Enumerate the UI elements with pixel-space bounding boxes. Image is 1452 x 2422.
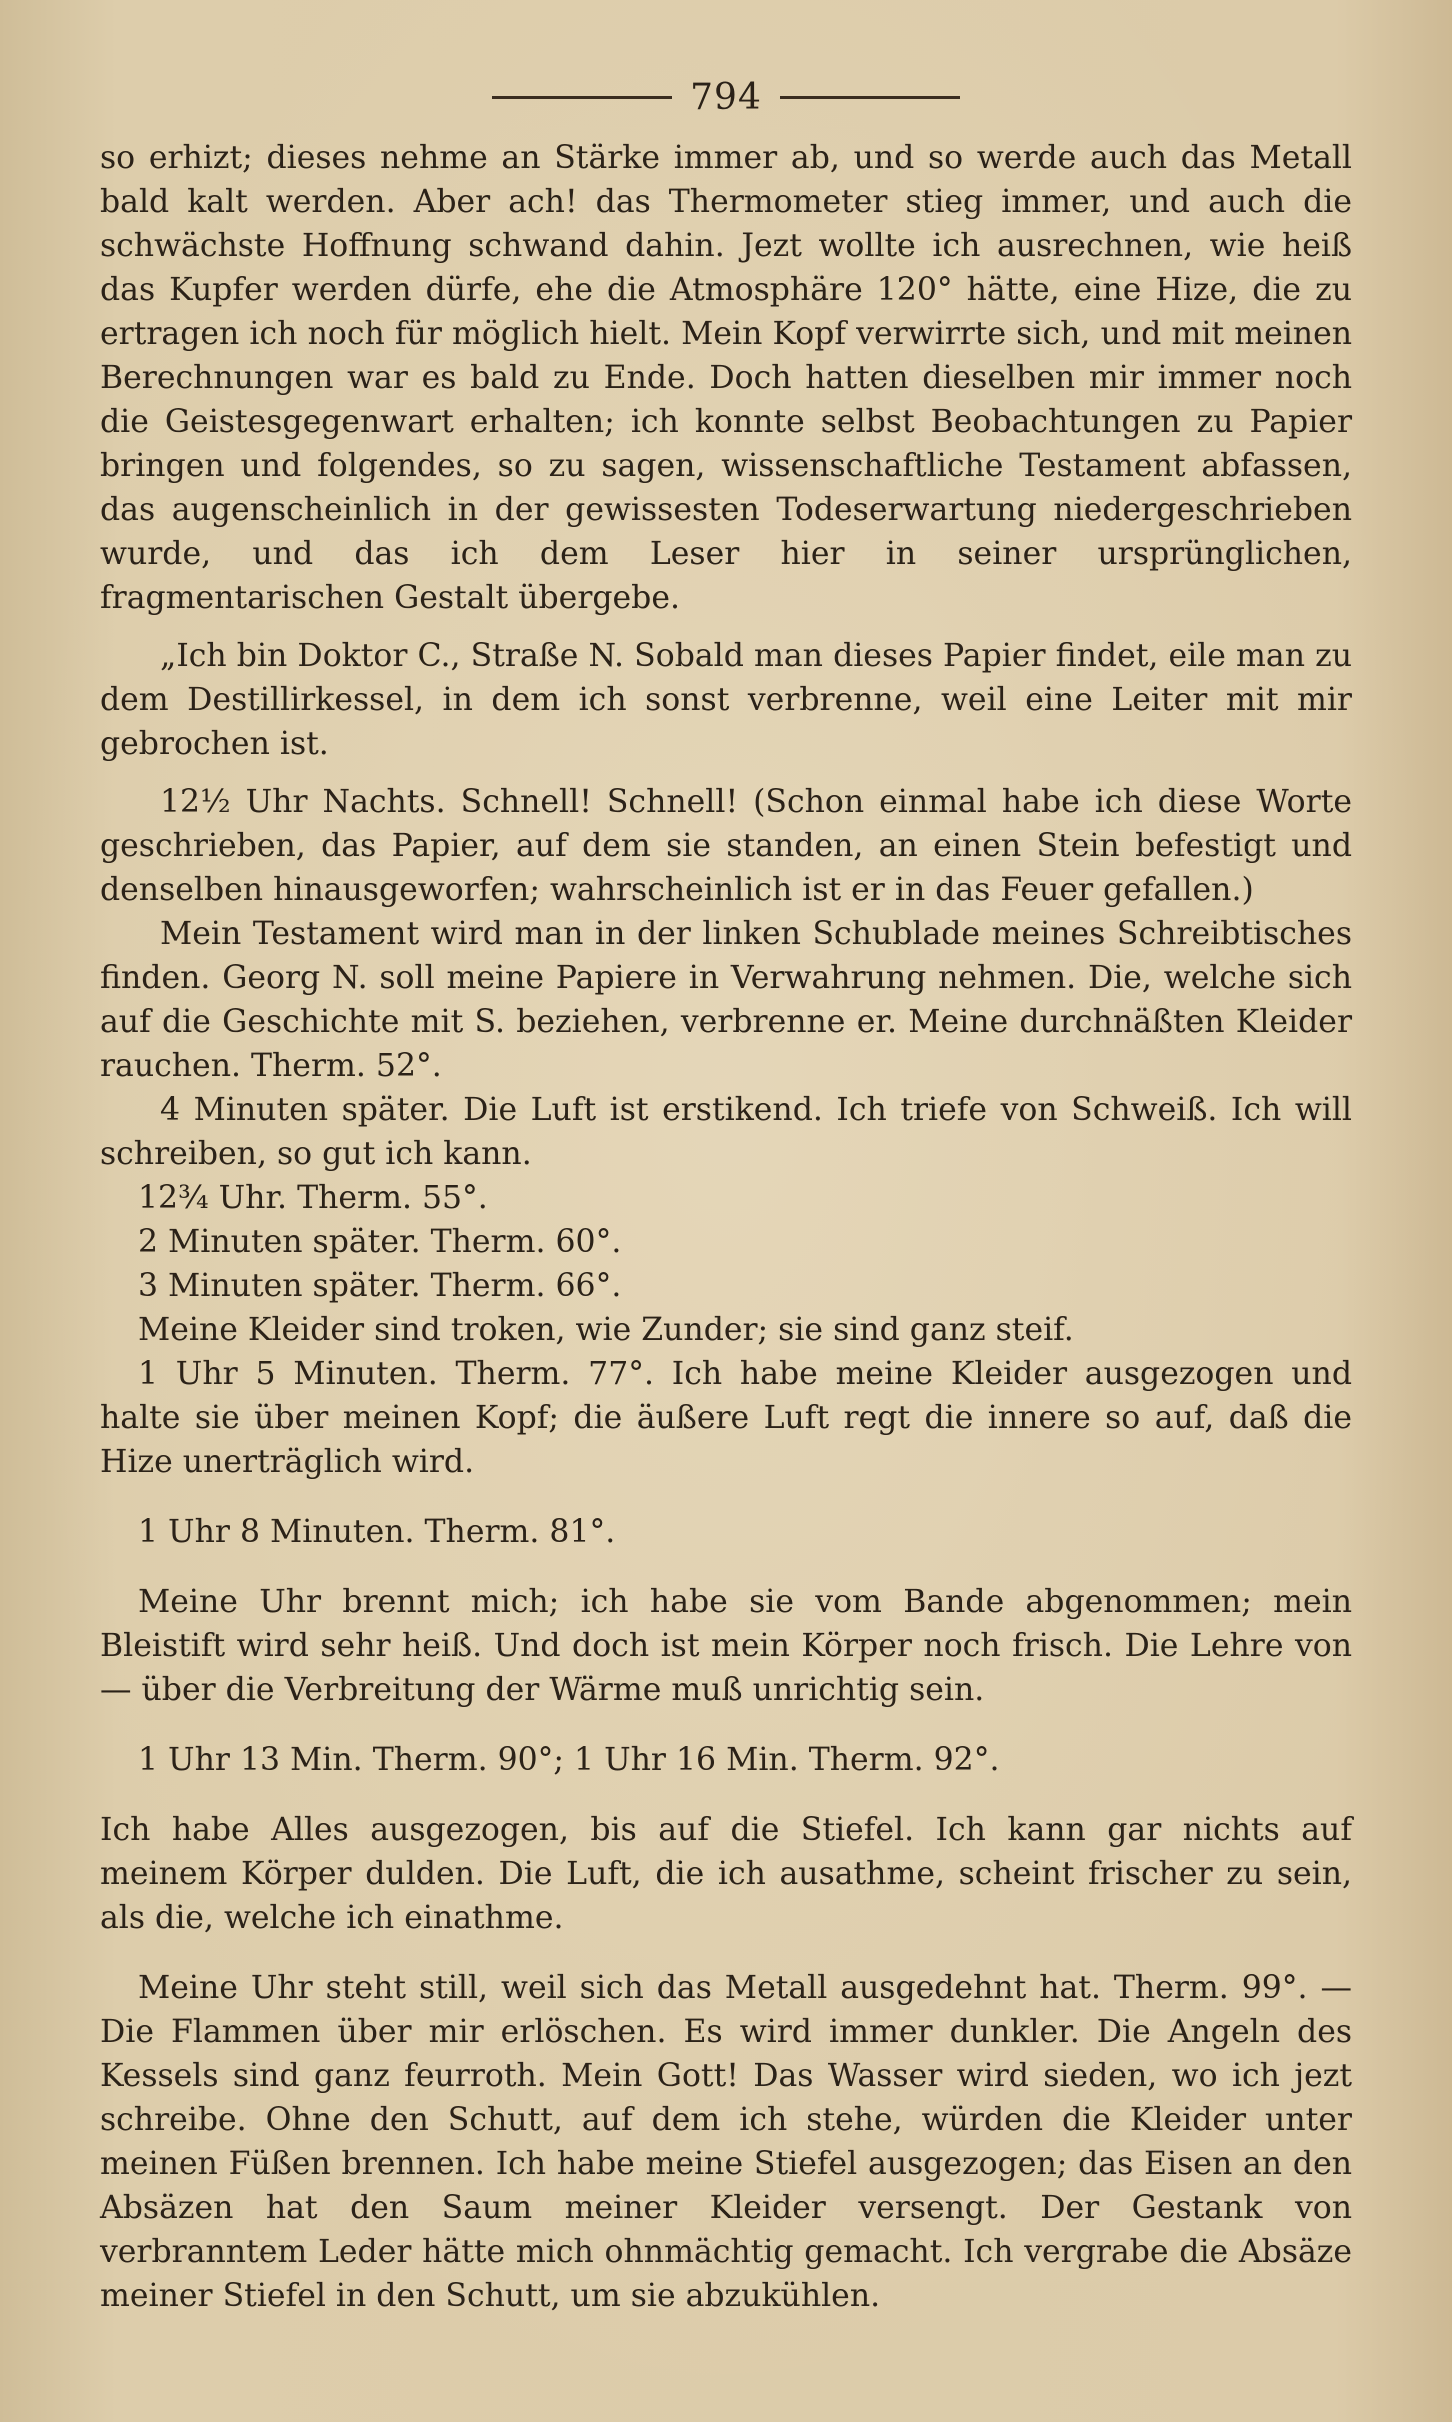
paragraph-half-past-twelve: 12½ Uhr Nachts. Schnell! Schnell! (Schon einmal habe ich diese Worte geschrieben, das Papier, auf dem sie standen, an einen Stein befestigt und denselben hinausgeworfen; wahrscheinlich ist er in das Feuer gefallen.)	[100, 784, 1352, 908]
page-header	[100, 62, 1352, 132]
page-number: 794	[690, 76, 762, 118]
paragraph-one-oh-eight: 1 Uhr 8 Minuten. Therm. 81°.	[138, 1514, 616, 1550]
header-rule-right	[780, 96, 960, 99]
paragraph-time-entry: 2 Minuten später. Therm. 60°.	[138, 1224, 622, 1260]
paragraph-undressed: Ich habe Alles ausgezogen, bis auf die Stiefel. Ich kann gar nichts auf meinem Körper dulden. Die Luft, die ich ausathme, scheint frischer zu sein, als die, welche ich einathme.	[100, 1812, 1352, 1936]
paragraph-one-thirteen: 1 Uhr 13 Min. Therm. 90°; 1 Uhr 16 Min. Therm. 92°.	[138, 1742, 1000, 1778]
paragraph-time-entry: 12¾ Uhr. Therm. 55°.	[138, 1180, 488, 1216]
paragraph-four-minutes-later: 4 Minuten später. Die Luft ist erstikend. Ich triefe von Schweiß. Ich will schreiben, so gut ich kann.	[100, 1092, 1352, 1172]
paragraph-watch-stopped: Meine Uhr steht still, weil sich das Metall ausgedehnt hat. Therm. 99°. — Die Flammen über mir erlöschen. Es wird immer dunkler. Die Angeln des Kessels sind ganz feurroth. Mein Gott! Das Wasser wird sieden, wo ich jezt schreibe. Ohne den Schutt, auf dem ich stehe, würden die Kleider unter meinen Füßen brennen. Ich habe meine Stiefel ausgezogen; das Eisen an den Absäzen hat den Saum meiner Kleider versengt. Der Gestank von verbranntem Leder hätte mich ohnmächtig gemacht. Ich vergrabe die Absäze meiner Stiefel in den Schutt, um sie abzukühlen.	[100, 1970, 1352, 2314]
paragraph-watch-burns: Meine Uhr brennt mich; ich habe sie vom Bande abgenommen; mein Bleistift wird sehr heiß. Und doch ist mein Körper noch frisch. Die Lehre von — über die Verbreitung der Wärme muß unrichtig sein.	[100, 1584, 1352, 1708]
paragraph-one-oh-five: 1 Uhr 5 Minuten. Therm. 77°. Ich habe meine Kleider ausgezogen und halte sie über meinen Kopf; die äußere Luft regt die innere so auf, daß die Hize unerträglich wird.	[100, 1356, 1352, 1480]
paragraph-testament-location: Mein Testament wird man in der linken Schublade meines Schreibtisches finden. Georg N. soll meine Papiere in Verwahrung nehmen. Die, welche sich auf die Geschichte mit S. beziehen, verbrenne er. Meine durchnäßten Kleider rauchen. Therm. 52°.	[100, 916, 1352, 1084]
paragraph-continuation: so erhizt; dieses nehme an Stärke immer ab, und so werde auch das Metall bald kalt werden. Aber ach! das Thermometer stieg immer, und auch die schwächste Hoffnung schwand dahin. Jezt wollte ich ausrechnen, wie heiß das Kupfer werden dürfe, ehe die Atmosphäre 120° hätte, eine Hize, die zu ertragen ich noch für möglich hielt. Mein Kopf verwirrte sich, und mit meinen Berechnungen war es bald zu Ende. Doch hatten dieselben mir immer noch die Geistesgegenwart erhalten; ich konnte selbst Beobachtungen zu Papier bringen und folgendes, so zu sagen, wissenschaftliche Testament abfassen, das augenscheinlich in der gewissesten Todeserwartung niedergeschrieben wurde, und das ich dem Leser hier in seiner ursprünglichen, fragmentarischen Gestalt übergebe.	[100, 140, 1352, 616]
paragraph-time-entry: 3 Minuten später. Therm. 66°.	[138, 1268, 622, 1304]
header-rule-left	[492, 96, 672, 99]
paragraph-clothes-dry: Meine Kleider sind troken, wie Zunder; sie sind ganz steif.	[138, 1312, 1074, 1348]
paragraph-testament-opening: „Ich bin Doktor C., Straße N. Sobald man dieses Papier findet, eile man zu dem Destillirkessel, in dem ich sonst verbrenne, weil eine Leiter mit mir gebrochen ist.	[100, 638, 1352, 762]
page-body	[100, 136, 1352, 2318]
